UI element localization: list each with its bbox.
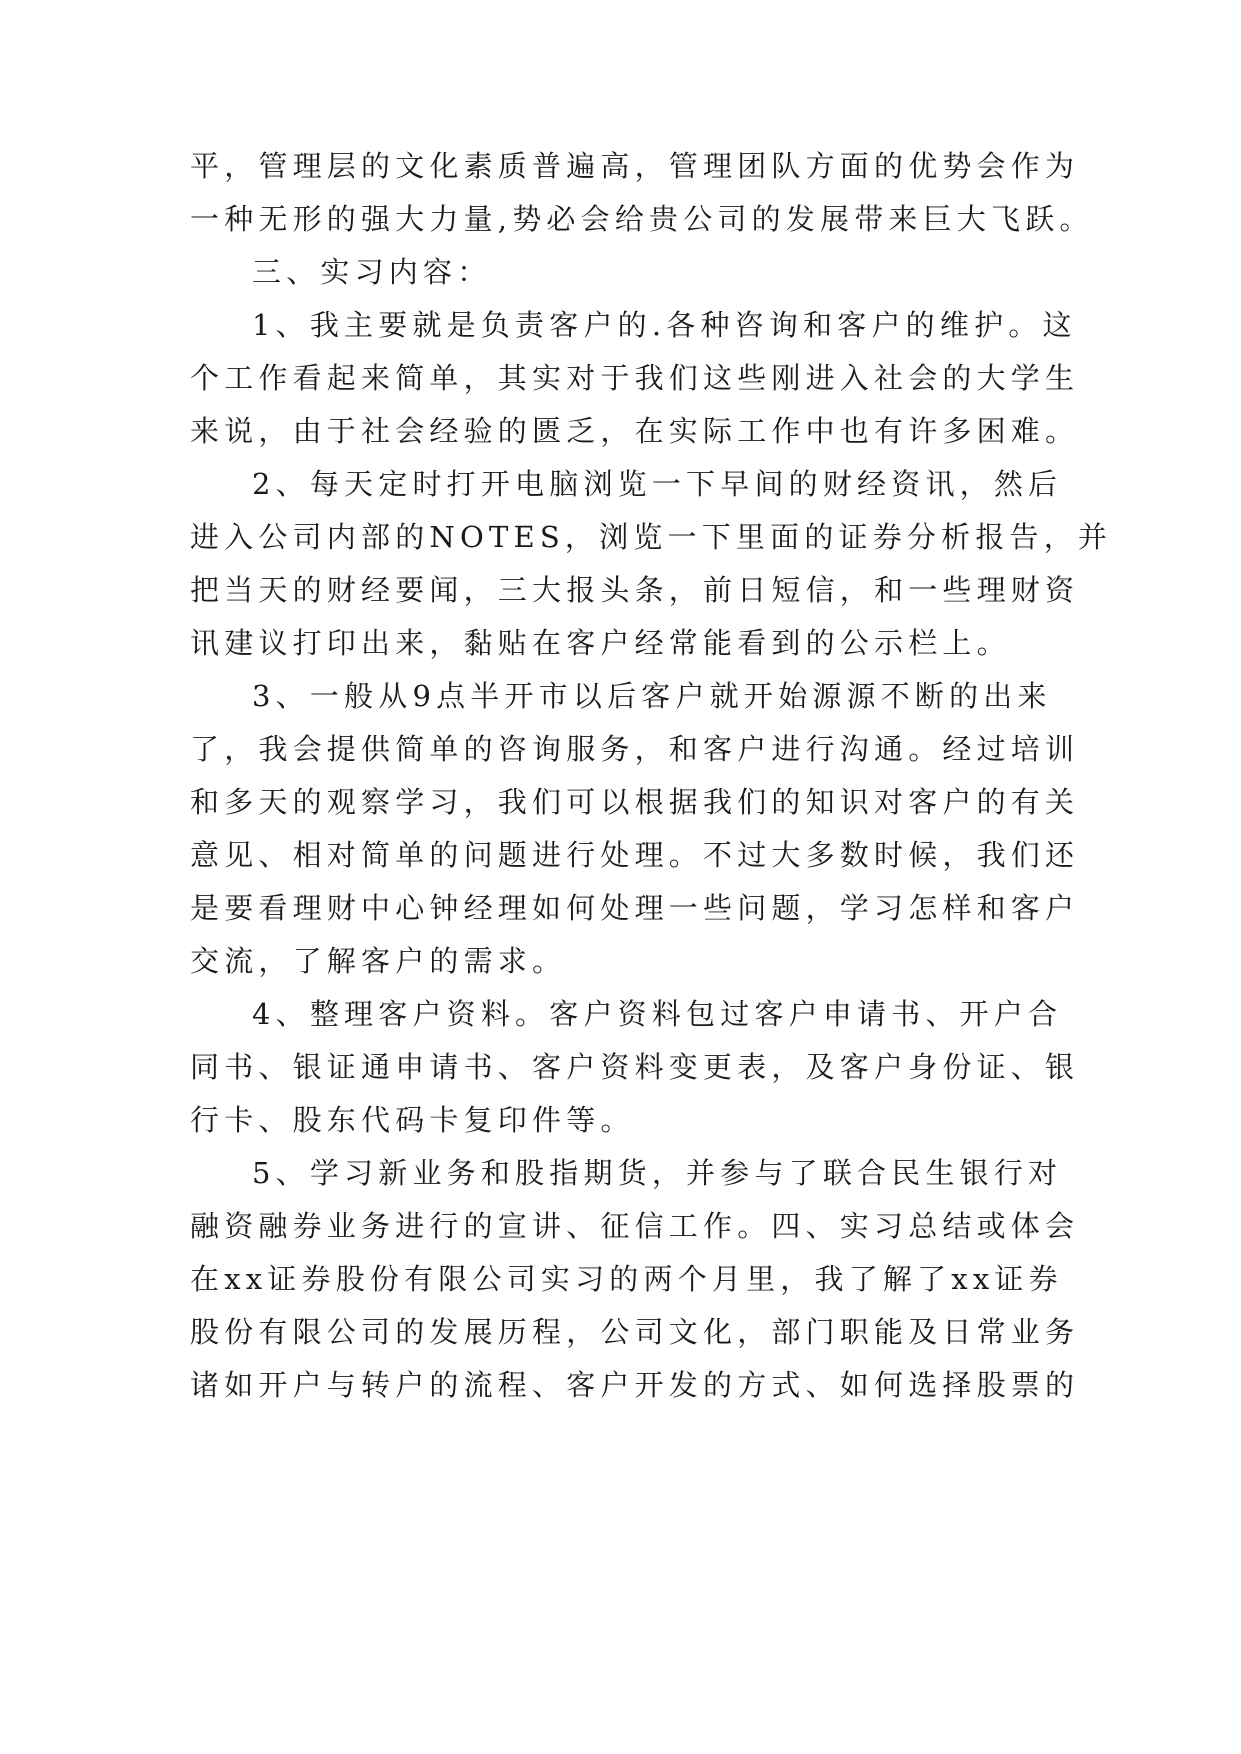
section-heading: 三、实习内容： [252,255,492,289]
text-line: 行卡、股东代码卡复印件等。 [190,1103,635,1137]
text-line: 诸如开户与转户的流程、客户开发的方式、如何选择股票的 [190,1368,1080,1402]
text-line: 同书、银证通申请书、客户资料变更表，及客户身份证、银 [190,1050,1080,1084]
text-line: 一种无形的强大力量,势必会给贵公司的发展带来巨大飞跃。 [190,202,1094,236]
text-line: 是要看理财中心钟经理如何处理一些问题，学习怎样和客户 [190,891,1080,925]
text-line: 个工作看起来简单，其实对于我们这些刚进入社会的大学生 [190,361,1080,395]
text-line: 来说，由于社会经验的匮乏，在实际工作中也有许多困难。 [190,414,1080,448]
text-line: 4、整理客户资料。客户资料包过客户申请书、开户合 [252,997,1063,1031]
text-line: 了，我会提供简单的咨询服务，和客户进行沟通。经过培训 [190,732,1080,766]
text-line: 在xx证券股份有限公司实习的两个月里，我了解了xx证券 [190,1262,1063,1296]
text-line: 把当天的财经要闻，三大报头条，前日短信，和一些理财资 [190,573,1080,607]
text-line: 平，管理层的文化素质普遍高，管理团队方面的优势会作为 [190,149,1080,183]
text-line: 进入公司内部的NOTES，浏览一下里面的证券分析报告，并 [190,520,1113,554]
text-line: 融资融券业务进行的宣讲、征信工作。四、实习总结或体会 [190,1209,1080,1243]
text-line: 意见、相对简单的问题进行处理。不过大多数时候，我们还 [190,838,1080,872]
text-line: 2、每天定时打开电脑浏览一下早间的财经资讯，然后 [252,467,1063,501]
text-line: 和多天的观察学习，我们可以根据我们的知识对客户的有关 [190,785,1080,819]
text-line: 股份有限公司的发展历程，公司文化，部门职能及日常业务 [190,1315,1080,1349]
text-line: 5、学习新业务和股指期货，并参与了联合民生银行对 [252,1156,1063,1190]
text-line: 交流，了解客户的需求。 [190,944,567,978]
text-line: 1、我主要就是负责客户的.各种咨询和客户的维护。这 [252,308,1077,342]
text-line: 3、一般从9点半开市以后客户就开始源源不断的出来 [252,679,1052,713]
text-line: 讯建议打印出来，黏贴在客户经常能看到的公示栏上。 [190,626,1011,660]
